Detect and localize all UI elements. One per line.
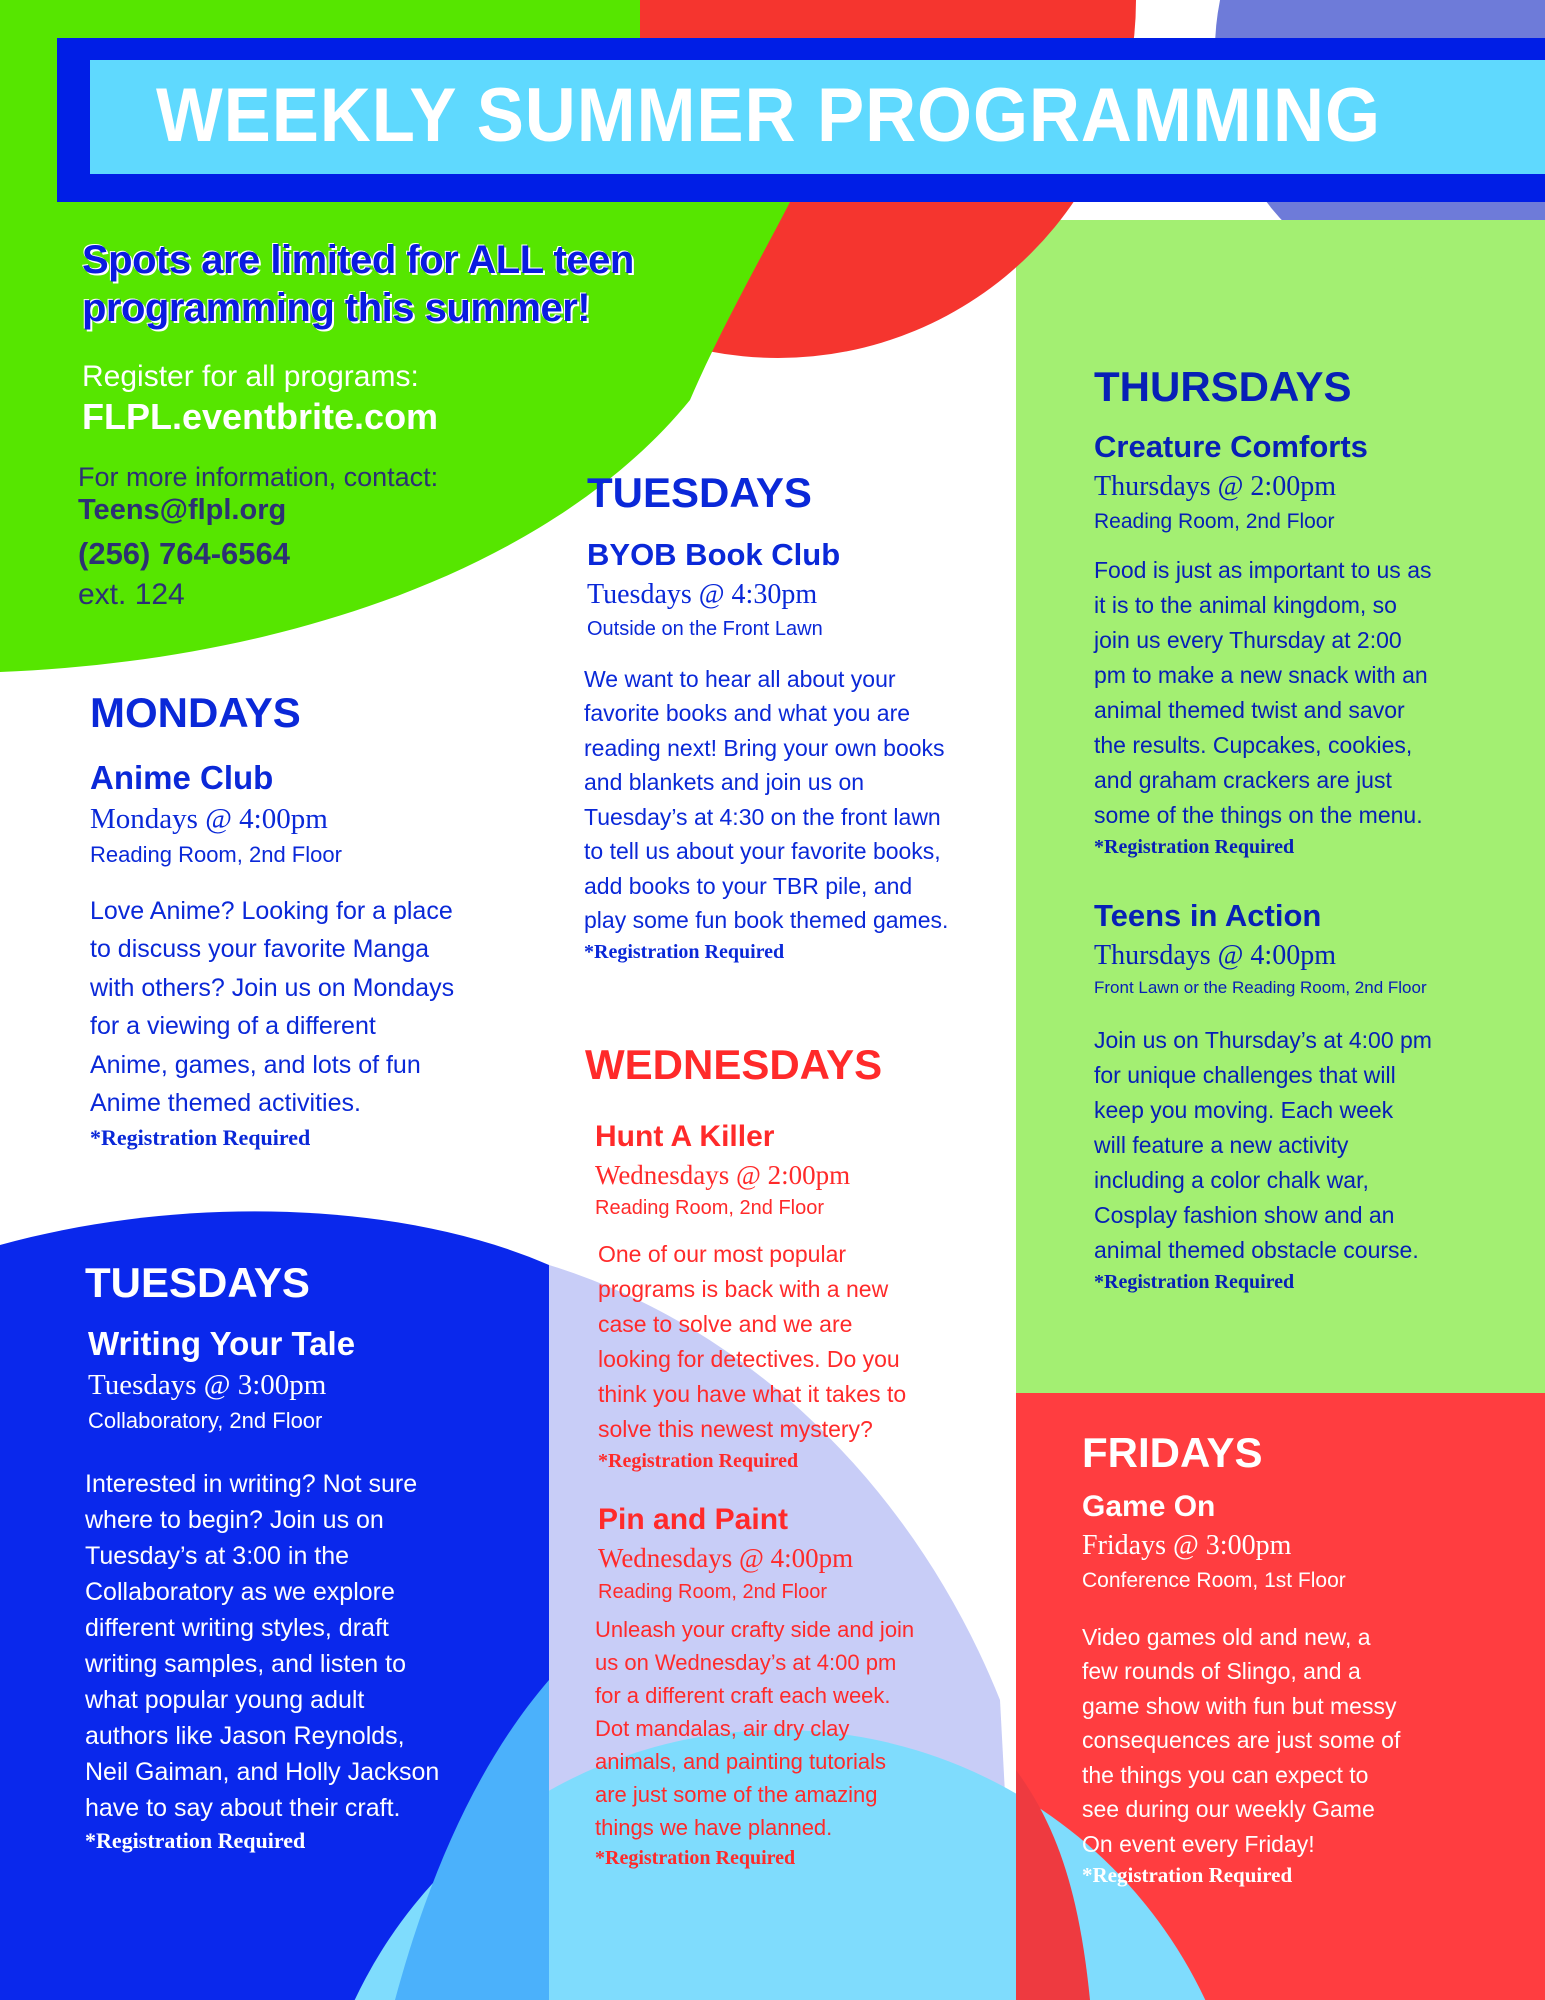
- program-creature-comforts: [1094, 430, 1534, 861]
- program-location: Reading Room, 2nd Floor: [595, 1197, 825, 1220]
- program-time: Fridays @ 3:00pm: [1082, 1530, 1292, 1561]
- description-line: it is to the animal kingdom, so: [1094, 591, 1397, 618]
- program-description: [1082, 1620, 1522, 1862]
- description-line: animal themed twist and savor: [1094, 696, 1405, 723]
- description-line: for a different craft each week.: [595, 1682, 891, 1708]
- description-line: authors like Jason Reynolds,: [85, 1721, 405, 1750]
- program-description: [595, 1613, 1005, 1844]
- description-line: to tell us about your favorite books,: [584, 838, 941, 865]
- contact-label: For more information, contact:: [78, 462, 439, 492]
- description-line: play some fun book themed games.: [584, 907, 949, 934]
- description-line: Tuesday’s at 3:00 in the: [85, 1541, 350, 1570]
- description-line: Video games old and new, a: [1082, 1623, 1371, 1650]
- contact-phone[interactable]: (256) 764-6564: [78, 536, 290, 571]
- day-heading: TUESDAYS: [85, 1259, 310, 1306]
- register-label: Register for all programs:: [82, 360, 419, 393]
- description-line: see during our weekly Game: [1082, 1796, 1375, 1823]
- description-line: where to begin? Join us on: [85, 1505, 384, 1534]
- description-line: Anime, games, and lots of fun: [90, 1050, 421, 1079]
- section-mondays: [90, 689, 510, 1153]
- contact-email-link[interactable]: Teens@flpl.org: [78, 494, 287, 526]
- description-line: the results. Cupcakes, cookies,: [1094, 731, 1413, 758]
- program-description: [90, 892, 510, 1123]
- program-location: Collaboratory, 2nd Floor: [88, 1408, 323, 1434]
- description-line: Join us on Thursday’s at 4:00 pm: [1094, 1026, 1432, 1053]
- description-line: Unleash your crafty side and join: [595, 1616, 915, 1642]
- section-wednesdays: [585, 1041, 1005, 1872]
- section-thursdays: [1094, 363, 1534, 1296]
- description-line: for unique challenges that will: [1094, 1061, 1396, 1088]
- description-line: Tuesday’s at 4:30 on the front lawn: [584, 803, 941, 830]
- description-line: things we have planned.: [595, 1814, 833, 1840]
- intro-headline-line-2: programming this summer!: [82, 286, 591, 330]
- program-time: Mondays @ 4:00pm: [90, 803, 328, 836]
- program-time: Thursdays @ 2:00pm: [1094, 471, 1336, 503]
- description-line: One of our most popular: [598, 1241, 847, 1268]
- program-title: Pin and Paint: [598, 1503, 789, 1537]
- description-line: game show with fun but messy: [1082, 1692, 1397, 1719]
- description-line: animals, and painting tutorials: [595, 1748, 887, 1774]
- program-hunt-a-killer: [595, 1120, 1005, 1475]
- description-line: have to say about their craft.: [85, 1793, 401, 1822]
- program-location: Conference Room, 1st Floor: [1082, 1568, 1346, 1592]
- description-line: different writing styles, draft: [85, 1613, 389, 1642]
- description-line: animal themed obstacle course.: [1094, 1236, 1419, 1263]
- program-description: [598, 1237, 1005, 1447]
- program-title: Game On: [1082, 1490, 1216, 1523]
- program-time: Tuesdays @ 3:00pm: [88, 1369, 327, 1402]
- description-line: Interested in writing? Not sure: [85, 1469, 418, 1498]
- description-line: will feature a new activity: [1094, 1131, 1349, 1158]
- description-line: and graham crackers are just: [1094, 766, 1392, 793]
- registration-note: *Registration Required: [595, 1846, 796, 1869]
- program-time: Wednesdays @ 2:00pm: [595, 1160, 851, 1190]
- intro-headline: [82, 236, 634, 332]
- register-link[interactable]: FLPL.eventbrite.com: [82, 396, 439, 437]
- description-line: solve this newest mystery?: [598, 1416, 873, 1443]
- registration-note: *Registration Required: [90, 1124, 311, 1150]
- description-line: few rounds of Slingo, and a: [1082, 1658, 1361, 1685]
- description-line: Collaboratory as we explore: [85, 1577, 395, 1606]
- day-heading: MONDAYS: [90, 689, 301, 736]
- program-description: [1094, 1023, 1534, 1268]
- description-line: for a viewing of a different: [90, 1012, 376, 1041]
- description-line: programs is back with a new: [598, 1276, 889, 1303]
- day-heading: WEDNESDAYS: [585, 1041, 883, 1088]
- program-description: [584, 662, 1007, 938]
- program-location: Reading Room, 2nd Floor: [598, 1580, 828, 1603]
- registration-note: *Registration Required: [1094, 1270, 1295, 1293]
- section-tuesdays-book-club: [584, 469, 1007, 966]
- description-line: looking for detectives. Do you: [598, 1346, 900, 1373]
- day-heading: FRIDAYS: [1082, 1429, 1263, 1476]
- description-line: what popular young adult: [85, 1685, 365, 1714]
- description-line: Love Anime? Looking for a place: [90, 896, 453, 925]
- description-line: reading next! Bring your own books: [584, 734, 945, 761]
- description-line: with others? Join us on Mondays: [90, 973, 455, 1002]
- program-pin-and-paint: [595, 1503, 1005, 1871]
- section-tuesdays-writing: [85, 1259, 525, 1856]
- description-line: including a color chalk war,: [1094, 1166, 1369, 1193]
- program-location: Reading Room, 2nd Floor: [1094, 509, 1335, 533]
- description-line: add books to your TBR pile, and: [584, 872, 913, 899]
- intro-headline-line-1: Spots are limited for ALL teen: [82, 238, 634, 282]
- day-heading: TUESDAYS: [587, 469, 812, 516]
- program-teens-in-action: [1094, 899, 1534, 1296]
- description-line: and blankets and join us on: [584, 769, 865, 796]
- program-title: BYOB Book Club: [587, 537, 841, 572]
- contact-extension: ext. 124: [78, 578, 185, 611]
- program-title: Writing Your Tale: [88, 1325, 356, 1362]
- description-line: pm to make a new snack with an: [1094, 661, 1428, 688]
- description-line: join us every Thursday at 2:00: [1094, 626, 1402, 653]
- description-line: Neil Gaiman, and Holly Jackson: [85, 1757, 440, 1786]
- program-time: Thursdays @ 4:00pm: [1094, 940, 1336, 972]
- description-line: Food is just as important to us as: [1094, 556, 1432, 583]
- program-time: Wednesdays @ 4:00pm: [598, 1543, 854, 1574]
- description-line: Anime themed activities.: [90, 1089, 361, 1118]
- day-heading: THURSDAYS: [1094, 363, 1352, 410]
- description-line: writing samples, and listen to: [85, 1649, 406, 1678]
- description-line: favorite books and what you are: [584, 700, 911, 727]
- description-line: keep you moving. Each week: [1094, 1096, 1394, 1123]
- description-line: Cosplay fashion show and an: [1094, 1201, 1395, 1228]
- program-description: [1094, 553, 1534, 833]
- registration-note: *Registration Required: [598, 1450, 799, 1473]
- registration-note: *Registration Required: [1082, 1863, 1293, 1888]
- program-location: Reading Room, 2nd Floor: [90, 842, 342, 868]
- description-line: Dot mandalas, air dry clay: [595, 1715, 850, 1741]
- program-title: Anime Club: [90, 759, 274, 796]
- program-title: Teens in Action: [1094, 897, 1322, 933]
- section-fridays: [1082, 1429, 1522, 1891]
- description-line: On event every Friday!: [1082, 1830, 1315, 1857]
- registration-note: *Registration Required: [1094, 835, 1295, 858]
- description-line: the things you can expect to: [1082, 1761, 1369, 1788]
- description-line: case to solve and we are: [598, 1311, 853, 1338]
- description-line: are just some of the amazing: [595, 1781, 878, 1807]
- program-location: Front Lawn or the Reading Room, 2nd Floor: [1094, 977, 1427, 997]
- registration-note: *Registration Required: [85, 1827, 306, 1853]
- program-description: [85, 1466, 525, 1826]
- program-location: Outside on the Front Lawn: [587, 617, 823, 640]
- page-title: WEEKLY SUMMER PROGRAMMING: [156, 73, 1381, 158]
- description-line: We want to hear all about your: [584, 665, 896, 692]
- program-title: Hunt A Killer: [595, 1120, 775, 1153]
- description-line: to discuss your favorite Manga: [90, 935, 430, 964]
- description-line: us on Wednesday’s at 4:00 pm: [595, 1649, 897, 1675]
- program-title: Creature Comforts: [1094, 429, 1368, 464]
- registration-note: *Registration Required: [584, 940, 785, 963]
- description-line: some of the things on the menu.: [1094, 801, 1423, 828]
- program-time: Tuesdays @ 4:30pm: [587, 579, 818, 611]
- description-line: consequences are just some of: [1082, 1727, 1401, 1754]
- description-line: think you have what it takes to: [598, 1381, 907, 1408]
